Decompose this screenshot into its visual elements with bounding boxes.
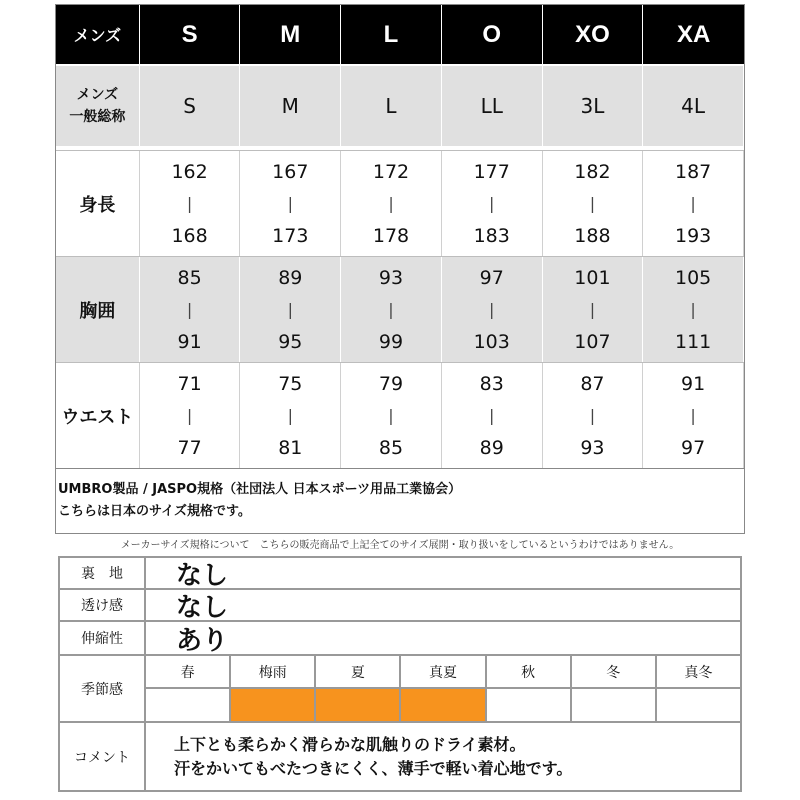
general-size: LL [442,66,543,146]
chest-range [643,257,744,362]
range-min: 89 [278,266,303,289]
range-separator: | [489,193,495,213]
season-indicator [657,689,740,721]
season-row [60,656,740,723]
comment-row [60,723,740,790]
general-size: L [341,66,442,146]
range-min: 75 [278,372,303,395]
season-name: 夏 [316,656,399,689]
chest-range [140,257,241,362]
height-range [643,151,744,256]
range-max: 77 [177,436,202,459]
height-range [140,151,241,256]
season-name: 春 [146,656,229,689]
height-row [56,150,744,256]
waist-range [140,363,241,468]
header-label: メンズ [56,5,140,64]
range-min: 87 [580,372,605,395]
height-range [240,151,341,256]
comment-line-1: 上下とも柔らかく滑らかな肌触りのドライ素材。 [174,734,526,754]
season-cell [146,656,231,721]
range-min: 162 [171,160,208,183]
range-separator: | [589,405,596,425]
range-min: 101 [574,266,611,289]
transparency-row [60,590,740,622]
season-name: 梅雨 [231,656,314,689]
chest-range [442,257,543,362]
range-max: 97 [681,436,706,459]
stretch-label: 伸縮性 [60,622,146,654]
header-size: XO [543,5,644,64]
range-max: 188 [574,224,611,247]
range-min: 167 [272,160,309,183]
season-indicator [231,689,314,721]
range-min: 97 [479,266,504,289]
transparency-label: 透け感 [60,590,146,620]
range-separator: | [690,405,696,425]
header-size: O [442,5,543,64]
size-header-row [56,5,744,64]
waist-range [341,363,442,468]
range-min: 177 [473,160,510,183]
header-size: M [240,5,341,64]
range-max: 95 [278,330,303,353]
season-name: 真夏 [401,656,484,689]
range-max: 89 [479,436,504,459]
range-separator: | [489,299,495,319]
range-min: 85 [177,266,202,289]
range-min: 105 [674,266,712,289]
season-cell [487,656,572,721]
season-cell [231,656,316,721]
general-size: 4L [643,66,744,146]
range-min: 79 [378,372,404,395]
range-separator: | [186,405,193,425]
comment-line-2: 汗をかいてもべたつきにくく、薄手で軽い着心地です。 [174,758,573,778]
size-notes [56,468,744,534]
range-separator: | [489,405,495,425]
range-max: 107 [574,330,611,353]
range-separator: | [388,193,394,213]
season-grid [146,656,740,721]
range-max: 99 [378,330,404,353]
waist-range [643,363,744,468]
range-separator: | [589,299,596,319]
chest-range [341,257,442,362]
season-cell [401,656,486,721]
chest-row [56,256,744,362]
comment-text [146,723,740,790]
header-size: XA [676,20,711,48]
general-label-line1: メンズ [76,87,119,103]
season-cell [657,656,740,721]
header-size: L [341,5,442,64]
range-min: 93 [378,266,404,289]
general-label-line2: 一般総称 [69,109,126,125]
height-label: 身長 [56,151,140,256]
chest-range [543,257,644,362]
season-name: 秋 [487,656,570,689]
range-separator: | [287,193,293,213]
range-max: 111 [674,330,712,353]
range-max: 93 [580,436,605,459]
waist-label: ウエスト [56,363,140,468]
range-separator: | [388,405,394,425]
season-indicator [146,689,229,721]
season-cell [572,656,657,721]
general-label [56,66,140,146]
season-label: 季節感 [60,656,146,721]
range-max: 85 [378,436,404,459]
lining-row [60,558,740,590]
season-indicator [572,689,655,721]
chest-label: 胸囲 [56,257,140,362]
range-min: 83 [479,372,504,395]
stretch-value: あり [176,625,229,656]
range-max: 168 [171,224,208,247]
size-disclaimer: メーカーサイズ規格について こちらの販売商品で上記全てのサイズ展開・取り扱いをしているというわけではありません。 [120,540,680,551]
range-max: 91 [177,330,202,353]
range-separator: | [287,299,293,319]
season-cell [316,656,401,721]
attributes-table [58,556,742,792]
season-name: 冬 [572,656,655,689]
season-indicator [401,689,484,721]
lining-label: 裏 地 [60,558,146,588]
range-separator: | [287,405,293,425]
note-line-1: UMBRO製品 / JASPO規格（社団法人 日本スポーツ用品工業協会） [58,482,462,497]
season-indicator [316,689,399,721]
lining-value: なし [176,560,229,591]
stretch-row [60,622,740,656]
range-min: 91 [681,372,706,395]
height-range [543,151,644,256]
comment-label: コメント [60,723,146,790]
general-size: S [140,66,241,146]
waist-range [543,363,644,468]
range-min: 172 [372,160,410,183]
range-max: 178 [372,224,410,247]
range-max: 81 [278,436,303,459]
size-table [55,4,745,534]
range-max: 183 [473,224,510,247]
range-min: 71 [177,372,202,395]
range-separator: | [388,299,394,319]
range-separator: | [186,299,193,319]
range-min: 182 [574,160,611,183]
general-size: M [240,66,341,146]
waist-range [442,363,543,468]
waist-range [240,363,341,468]
range-separator: | [186,193,193,213]
general-size-row [56,64,744,148]
transparency-value: なし [176,592,229,623]
height-range [442,151,543,256]
height-range [341,151,442,256]
range-min: 187 [674,160,712,183]
note-line-2: こちらは日本のサイズ規格です。 [58,504,251,519]
range-max: 193 [674,224,712,247]
header-size: S [140,5,241,64]
range-separator: | [589,193,596,213]
general-size: 3L [543,66,644,146]
range-max: 173 [272,224,309,247]
chest-range [240,257,341,362]
season-name: 真冬 [657,656,740,689]
range-max: 103 [473,330,510,353]
waist-row [56,362,744,468]
season-indicator [487,689,570,721]
range-separator: | [690,193,696,213]
range-separator: | [690,299,696,319]
